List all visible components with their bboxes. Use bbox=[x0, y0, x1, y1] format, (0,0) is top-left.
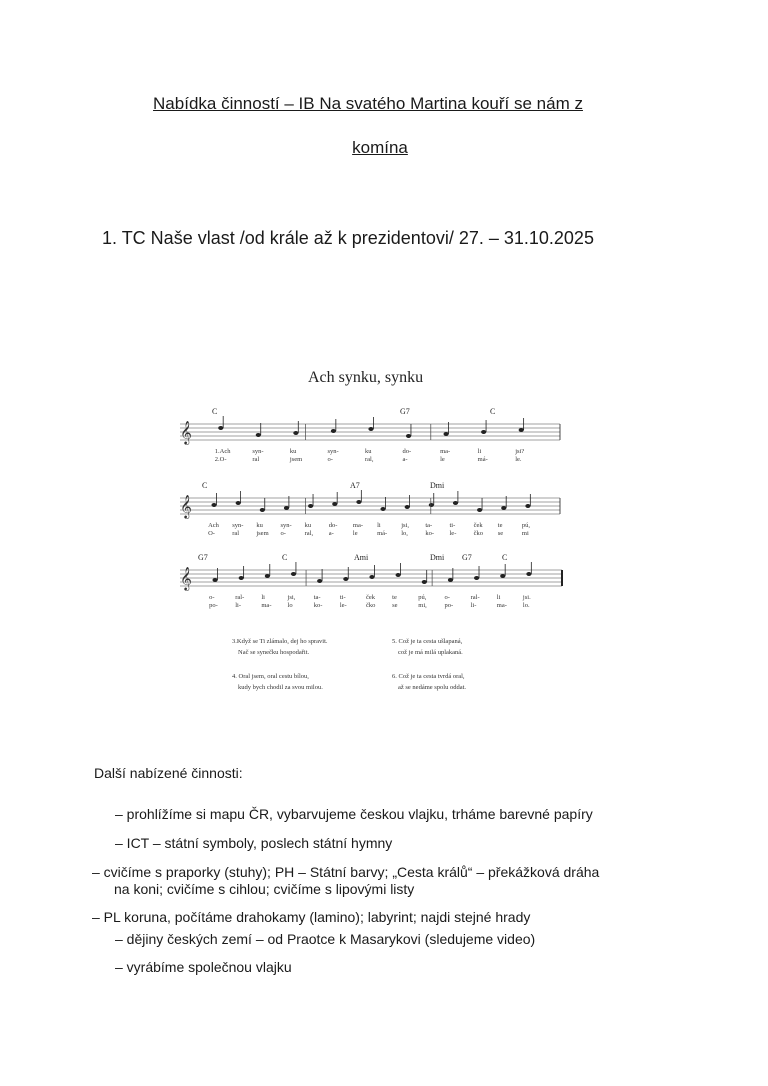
lyric-syllable: pú, bbox=[418, 594, 427, 601]
lyric-syllable: mi bbox=[521, 530, 529, 537]
note-head bbox=[265, 574, 270, 578]
note-head bbox=[331, 429, 336, 433]
lyric-syllable: te bbox=[497, 522, 503, 529]
verse-line: kudy bych chodil za svou milou. bbox=[238, 684, 323, 691]
lyric-syllable: jsi. bbox=[522, 594, 531, 601]
lyric-syllable: li bbox=[496, 594, 501, 601]
lyric-syllable: do- bbox=[328, 522, 338, 529]
note-head bbox=[317, 579, 322, 583]
chord-label: C bbox=[202, 481, 208, 490]
note-head bbox=[406, 434, 411, 438]
lyric-syllable: ral- bbox=[235, 594, 245, 601]
song-score bbox=[172, 360, 572, 710]
note-head bbox=[453, 501, 458, 505]
note-head bbox=[218, 426, 223, 430]
verse-line: což je má milá uplakaná. bbox=[398, 649, 463, 656]
lyric-syllable: lo, bbox=[401, 530, 408, 537]
lyric-syllable: má- bbox=[477, 456, 488, 463]
lyric-syllable: čko bbox=[366, 602, 376, 609]
song-title: Ach synku, synku bbox=[308, 369, 424, 386]
note-head bbox=[291, 572, 296, 576]
lyric-syllable: ma- bbox=[496, 602, 507, 609]
activities-intro: Další nabízené činnosti: bbox=[94, 765, 243, 781]
note-head bbox=[211, 503, 216, 507]
lyric-syllable: syn- bbox=[232, 522, 244, 529]
lyric-syllable: Ach bbox=[208, 522, 219, 529]
lyric-syllable: lo. bbox=[522, 602, 530, 609]
note-head bbox=[343, 577, 348, 581]
lyric-syllable: o- bbox=[209, 594, 215, 601]
lyric-syllable: le bbox=[352, 530, 358, 537]
song-sheet bbox=[172, 360, 572, 710]
lyric-syllable: ko- bbox=[425, 530, 435, 537]
note-head bbox=[256, 433, 261, 437]
note-head bbox=[405, 505, 410, 509]
lyric-syllable: ral- bbox=[470, 594, 480, 601]
note-head bbox=[239, 576, 244, 580]
lyric-syllable: ma- bbox=[440, 448, 451, 455]
lyric-syllable: O- bbox=[208, 530, 215, 537]
note-head bbox=[477, 508, 482, 512]
verse-line: až se nedáme spolu oddat. bbox=[398, 684, 467, 691]
lyric-syllable: čko bbox=[473, 530, 484, 537]
chord-label: Ami bbox=[354, 553, 369, 562]
note-head bbox=[526, 572, 531, 576]
lyric-syllable: o- bbox=[327, 456, 333, 463]
lyric-syllable: lo bbox=[287, 602, 293, 609]
lyric-syllable: li bbox=[477, 448, 482, 455]
lyric-syllable: ma- bbox=[261, 602, 272, 609]
note-head bbox=[260, 508, 265, 512]
lyric-syllable: o- bbox=[280, 530, 286, 537]
note-head bbox=[525, 504, 530, 508]
activity-item: – vyrábíme společnou vlajku bbox=[115, 959, 292, 975]
lyric-syllable: jsi, bbox=[401, 522, 409, 529]
lyric-syllable: ti- bbox=[339, 594, 346, 601]
lyric-syllable: ko- bbox=[313, 602, 323, 609]
lyric-syllable: ral bbox=[232, 530, 240, 537]
note-head bbox=[481, 430, 486, 434]
lyric-syllable: li bbox=[377, 522, 381, 529]
chord-label: G7 bbox=[198, 553, 208, 562]
activity-item: – dějiny českých zemí – od Praotce k Masarykovi (sledujeme video) bbox=[115, 931, 536, 947]
chord-label: G7 bbox=[462, 553, 472, 562]
lyric-syllable: le bbox=[440, 456, 445, 463]
lyric-syllable: ti- bbox=[449, 522, 456, 529]
lyric-syllable: le- bbox=[449, 530, 457, 537]
note-head bbox=[368, 427, 373, 431]
lyric-syllable: li- bbox=[470, 602, 477, 609]
note-head bbox=[396, 573, 401, 577]
verse-line: Nač se synečku hospodařit. bbox=[238, 649, 310, 656]
lyric-syllable: le- bbox=[339, 602, 347, 609]
document-title-line2: komína bbox=[352, 138, 408, 157]
document-title-line1: Nabídka činností – IB Na svatého Martina kouří se nám z bbox=[153, 94, 583, 113]
chord-label: Dmi bbox=[430, 553, 445, 562]
verse-line: 6. Což je ta cesta tvrdá oral, bbox=[392, 673, 465, 680]
treble-clef-icon: 𝄞 bbox=[180, 494, 192, 518]
lyric-syllable: ral, bbox=[365, 456, 374, 463]
note-head bbox=[236, 501, 241, 505]
chord-label: G7 bbox=[400, 407, 410, 416]
activity-item-continuation: na koni; cvičíme s cihlou; cvičíme s lipovými listy bbox=[114, 881, 415, 897]
lyric-syllable: ta- bbox=[425, 522, 433, 529]
activity-item: – prohlížíme si mapu ČR, vybarvujeme českou vlajku, trháme barevné papíry bbox=[115, 806, 593, 822]
lyric-syllable: se bbox=[497, 530, 504, 537]
note-head bbox=[444, 432, 449, 436]
lyric-syllable: o- bbox=[444, 594, 450, 601]
lyric-syllable: ku bbox=[365, 448, 372, 455]
lyric-syllable: se bbox=[392, 602, 398, 609]
note-head bbox=[284, 506, 289, 510]
lyric-syllable: ma- bbox=[352, 522, 364, 529]
chord-label: Dmi bbox=[430, 481, 445, 490]
lyric-syllable: ku bbox=[256, 522, 263, 529]
lyric-syllable: do- bbox=[402, 448, 412, 455]
note-head bbox=[293, 431, 298, 435]
note-head bbox=[519, 428, 524, 432]
verse-line: 3.Když se Ti zlámalo, dej ho spravit. bbox=[232, 638, 328, 645]
lyric-syllable: ku bbox=[304, 522, 312, 529]
lyric-syllable: pú, bbox=[521, 522, 531, 529]
note-head bbox=[308, 504, 313, 508]
chord-label: C bbox=[490, 407, 496, 416]
lyric-syllable: ral bbox=[252, 456, 260, 463]
lyric-syllable: 1.Ach bbox=[214, 448, 231, 455]
lyric-syllable: jsem bbox=[256, 530, 269, 537]
lyric-syllable: a- bbox=[402, 456, 408, 463]
verse-line: 4. Oral jsem, oral cestu bílou, bbox=[232, 673, 309, 680]
note-head bbox=[500, 574, 505, 578]
treble-clef-icon: 𝄞 bbox=[180, 420, 192, 444]
lyric-syllable: syn- bbox=[252, 448, 264, 455]
lyric-syllable: syn- bbox=[327, 448, 339, 455]
lyric-syllable: ček bbox=[473, 522, 483, 529]
note-head bbox=[212, 578, 217, 582]
lyric-syllable: li bbox=[261, 594, 266, 601]
lyric-syllable: jsem bbox=[289, 456, 303, 463]
note-head bbox=[369, 575, 374, 579]
lyric-syllable: jsi? bbox=[515, 448, 525, 455]
chord-label: C bbox=[502, 553, 508, 562]
note-head bbox=[422, 580, 427, 584]
treble-clef-icon: 𝄞 bbox=[180, 566, 192, 590]
chord-label: A7 bbox=[350, 481, 360, 490]
lyric-syllable: ta- bbox=[313, 594, 321, 601]
lyric-syllable: li- bbox=[235, 602, 242, 609]
lyric-syllable: mi, bbox=[418, 602, 427, 609]
lyric-syllable: ček bbox=[366, 594, 376, 601]
activity-item: – ICT – státní symboly, poslech státní hymny bbox=[115, 835, 393, 851]
lyric-syllable: po- bbox=[209, 602, 218, 609]
note-head bbox=[356, 500, 361, 504]
note-head bbox=[332, 502, 337, 506]
chord-label: C bbox=[282, 553, 288, 562]
note-head bbox=[380, 507, 385, 511]
lyric-syllable: má- bbox=[377, 530, 388, 537]
lyric-syllable: le. bbox=[515, 456, 522, 463]
lyric-syllable: a- bbox=[328, 530, 334, 537]
lyric-syllable: ral, bbox=[304, 530, 314, 537]
lyric-syllable: po- bbox=[444, 602, 454, 609]
lyric-syllable: syn- bbox=[280, 522, 292, 529]
note-head bbox=[474, 576, 479, 580]
lyric-syllable: te bbox=[392, 594, 397, 601]
note-head bbox=[429, 503, 434, 507]
section-heading: 1. TC Naše vlast /od krále až k prezidentovi/ 27. – 31.10.2025 bbox=[102, 228, 594, 248]
lyric-syllable: jsi, bbox=[287, 594, 296, 601]
chord-label: C bbox=[212, 407, 218, 416]
lyric-syllable: ku bbox=[289, 448, 297, 455]
activity-item: – PL koruna, počítáme drahokamy (lamino); labyrint; najdi stejné hrady bbox=[92, 909, 531, 925]
note-head bbox=[448, 578, 453, 582]
note-head bbox=[501, 506, 506, 510]
verse-line: 5. Což je ta cesta ušlapaná, bbox=[392, 638, 463, 645]
activity-item: – cvičíme s praporky (stuhy); PH – Státní barvy; „Cesta králů“ – překážková dráha bbox=[92, 864, 600, 880]
lyric-syllable: 2.O- bbox=[214, 456, 227, 463]
